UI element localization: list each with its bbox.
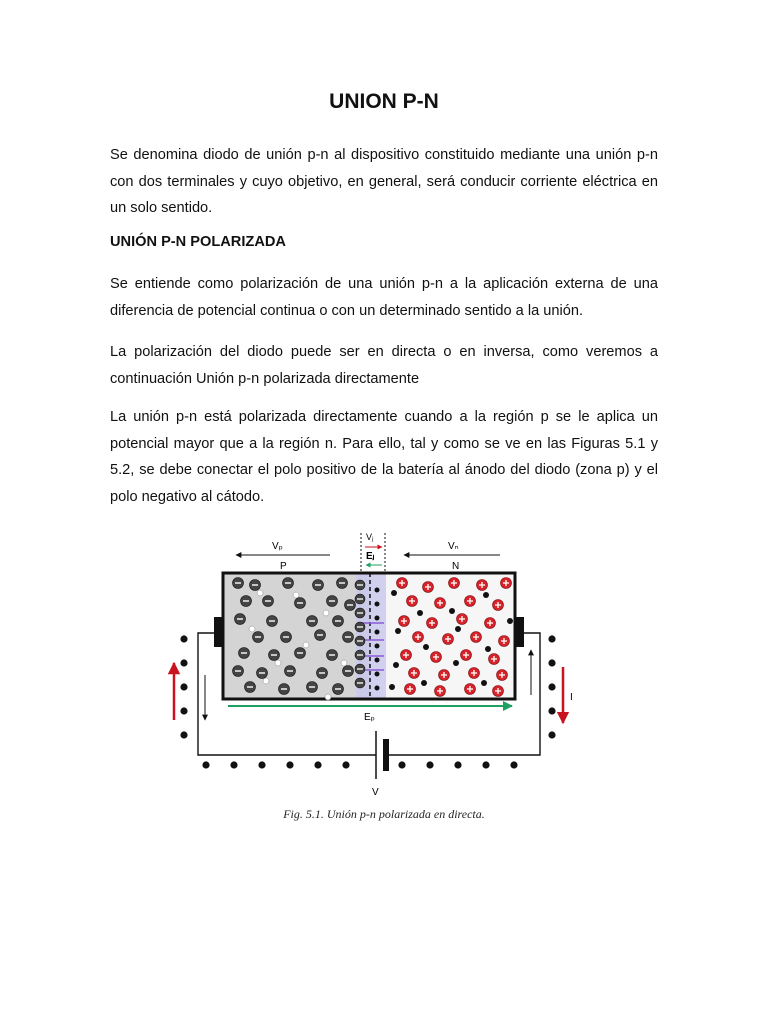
intro-paragraph: Se denomina diodo de unión p-n al dispositivo constituido mediante una unión p-n con dos terminales y cuyo objetivo, en general, será conducir corriente eléctrica en un solo sentido. [110, 147, 658, 216]
cathode-electrode [515, 617, 524, 647]
plus-ion-icon [439, 670, 450, 681]
plus-ion-icon [469, 668, 480, 679]
minus-ion-icon [250, 580, 261, 591]
minus-ion-icon [295, 648, 306, 659]
battery-label: V [372, 787, 379, 798]
minus-ion-icon [333, 616, 344, 627]
vn-label: Vₙ [448, 541, 459, 552]
minus-ion-icon [263, 596, 274, 607]
minus-ion-icon [345, 600, 356, 611]
minus-ion-icon [333, 684, 344, 695]
minus-ion-icon [245, 682, 256, 693]
current-label: I [570, 692, 573, 703]
plus-ion-icon [427, 618, 438, 629]
n-region-label: N [452, 561, 460, 572]
plus-ion-icon [489, 654, 500, 665]
minus-ion-icon [355, 608, 365, 618]
minus-ion-icon [355, 664, 365, 674]
plus-ion-icon [405, 684, 416, 695]
minus-ion-icon [233, 666, 244, 677]
plus-ion-icon [499, 636, 510, 647]
plus-ion-icon [457, 614, 468, 625]
minus-ion-icon [337, 578, 348, 589]
plus-ion-icon [401, 650, 412, 661]
minus-ion-icon [233, 578, 244, 589]
plus-ion-icon [399, 616, 410, 627]
polarization-paragraph: Se entiende como polarización de una unión p-n a la aplicación externa de una diferencia de potencial continua o con un determinado sentido a la unión. [110, 276, 658, 319]
plus-ion-icon [501, 578, 512, 589]
plus-ion-icon [465, 596, 476, 607]
plus-ion-icon [493, 600, 504, 611]
plus-ion-icon [431, 652, 442, 663]
plus-ion-icon [435, 686, 446, 697]
minus-ion-icon [267, 616, 278, 627]
plus-ion-icon [477, 580, 488, 591]
minus-ion-icon [317, 668, 328, 679]
polarization-types-paragraph: La polarización del diodo puede ser en directa o en inversa, como veremos a continuación Unión p-n polarizada directamente [110, 344, 658, 387]
minus-ion-icon [279, 684, 290, 695]
minus-ion-icon [239, 648, 250, 659]
anode-electrode [214, 617, 223, 647]
page-title: UNION P-N [329, 90, 439, 113]
p-region-label: P [280, 561, 287, 572]
vp-label: Vₚ [272, 541, 283, 552]
plus-ion-icon [435, 598, 446, 609]
plus-ion-icon [465, 684, 476, 695]
plus-ion-icon [493, 686, 504, 697]
plus-ion-icon [413, 632, 424, 643]
minus-ion-icon [343, 632, 354, 643]
plus-ion-icon [461, 650, 472, 661]
minus-ion-icon [327, 596, 338, 607]
minus-ion-icon [355, 650, 365, 660]
plus-ion-icon [449, 578, 460, 589]
plus-ion-icon [409, 668, 420, 679]
plus-ion-icon [471, 632, 482, 643]
minus-ion-icon [355, 636, 365, 646]
minus-ion-icon [281, 632, 292, 643]
minus-ion-icon [241, 596, 252, 607]
minus-ion-icon [295, 598, 306, 609]
figure-caption: Fig. 5.1. Unión p-n polarizada en directa. [283, 807, 485, 821]
pn-junction-diagram [0, 525, 768, 825]
section-heading: UNIÓN P-N POLARIZADA [110, 234, 286, 250]
minus-ion-icon [355, 678, 365, 688]
minus-ion-icon [327, 650, 338, 661]
minus-ion-icon [355, 580, 365, 590]
minus-ion-icon [307, 616, 318, 627]
minus-ion-icon [235, 614, 246, 625]
ep-label: Eₚ [364, 712, 375, 723]
plus-ion-icon [497, 670, 508, 681]
minus-ion-icon [283, 578, 294, 589]
minus-ion-icon [313, 580, 324, 591]
minus-ion-icon [315, 630, 326, 641]
minus-ion-icon [285, 666, 296, 677]
minus-ion-icon [257, 668, 268, 679]
minus-ion-icon [355, 622, 365, 632]
minus-ion-icon [253, 632, 264, 643]
minus-ion-icon [307, 682, 318, 693]
battery-icon [376, 731, 389, 779]
minus-ion-icon [269, 650, 280, 661]
plus-ion-icon [485, 618, 496, 629]
plus-ion-icon [443, 634, 454, 645]
ej-label: Eⱼ [366, 551, 375, 562]
minus-ion-icon [355, 594, 365, 604]
plus-ion-icon [397, 578, 408, 589]
vj-label: Vⱼ [366, 532, 374, 542]
pn-junction-figure [0, 525, 768, 825]
direct-polarization-paragraph: La unión p-n está polarizada directamente cuando a la región p se le aplica un potencial mayor que a la región n. Para ello, tal y como se ve en las Figuras 5.1 y 5.2, se debe conectar el polo positivo de la batería al ánodo del diodo (zona p) y el polo negativo al cátodo. [110, 409, 658, 505]
plus-ion-icon [423, 582, 434, 593]
minus-ion-icon [343, 666, 354, 677]
plus-ion-icon [407, 596, 418, 607]
